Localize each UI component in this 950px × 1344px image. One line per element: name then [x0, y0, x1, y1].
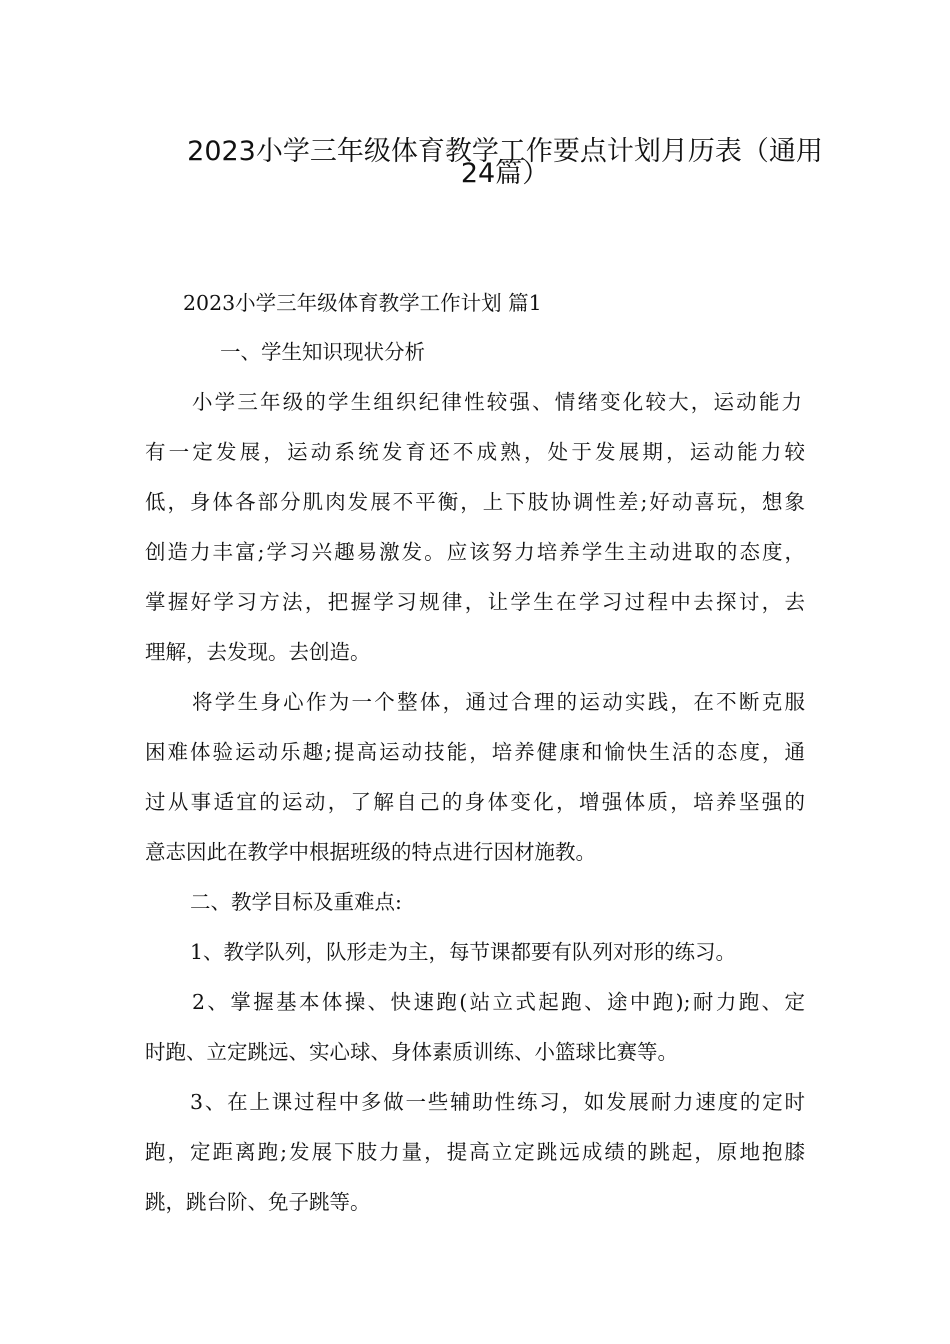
section-heading-teaching-goals: 二、教学目标及重难点:: [190, 890, 402, 914]
paragraph-line: 将学生身心作为一个整体，通过合理的运动实践，在不断克服: [192, 690, 805, 714]
list-item-3-line-1: 3、在上课过程中多做一些辅助性练习，如发展耐力速度的定时: [190, 1090, 805, 1114]
document-title-line-2: 24篇）: [460, 158, 550, 189]
list-item-2-line-1: 2、掌握基本体操、快速跑(站立式起跑、途中跑);耐力跑、定: [192, 990, 805, 1014]
list-item-2-line-2: 时跑、立定跳远、实心球、身体素质训练、小篮球比赛等。: [145, 1040, 678, 1064]
paragraph-line: 低，身体各部分肌肉发展不平衡，上下肢协调性差;好动喜玩，想象: [145, 490, 805, 514]
paragraph-line: 过从事适宜的运动，了解自己的身体变化，增强体质，培养坚强的: [145, 790, 805, 814]
paragraph-line: 有一定发展，运动系统发育还不成熟，处于发展期，运动能力较: [145, 440, 805, 464]
paragraph-line: 困难体验运动乐趣;提高运动技能，培养健康和愉快生活的态度，通: [145, 740, 805, 764]
paragraph-line: 创造力丰富;学习兴趣易激发。应该努力培养学生主动进取的态度，: [145, 540, 805, 564]
paragraph-line: 掌握好学习方法，把握学习规律，让学生在学习过程中去探讨，去: [145, 590, 805, 614]
list-item-1: 1、教学队列，队形走为主，每节课都要有队列对形的练习。: [190, 940, 737, 964]
document-title-line-1: 2023小学三年级体育教学工作要点计划月历表（通用: [187, 136, 823, 167]
paragraph-line: 小学三年级的学生组织纪律性较强、情绪变化较大，运动能力: [192, 390, 802, 414]
list-item-3-line-3: 跳，跳台阶、免子跳等。: [145, 1190, 371, 1214]
list-item-3-line-2: 跑，定距离跑;发展下肢力量，提高立定跳远成绩的跳起，原地抱膝: [145, 1140, 805, 1164]
section-heading-student-analysis: 一、学生知识现状分析: [220, 340, 425, 364]
paragraph-line: 意志因此在教学中根据班级的特点进行因材施教。: [145, 840, 596, 864]
paragraph-line: 理解，去发现。去创造。: [145, 640, 371, 664]
section-heading-plan-1: 2023小学三年级体育教学工作计划 篇1: [183, 291, 542, 315]
